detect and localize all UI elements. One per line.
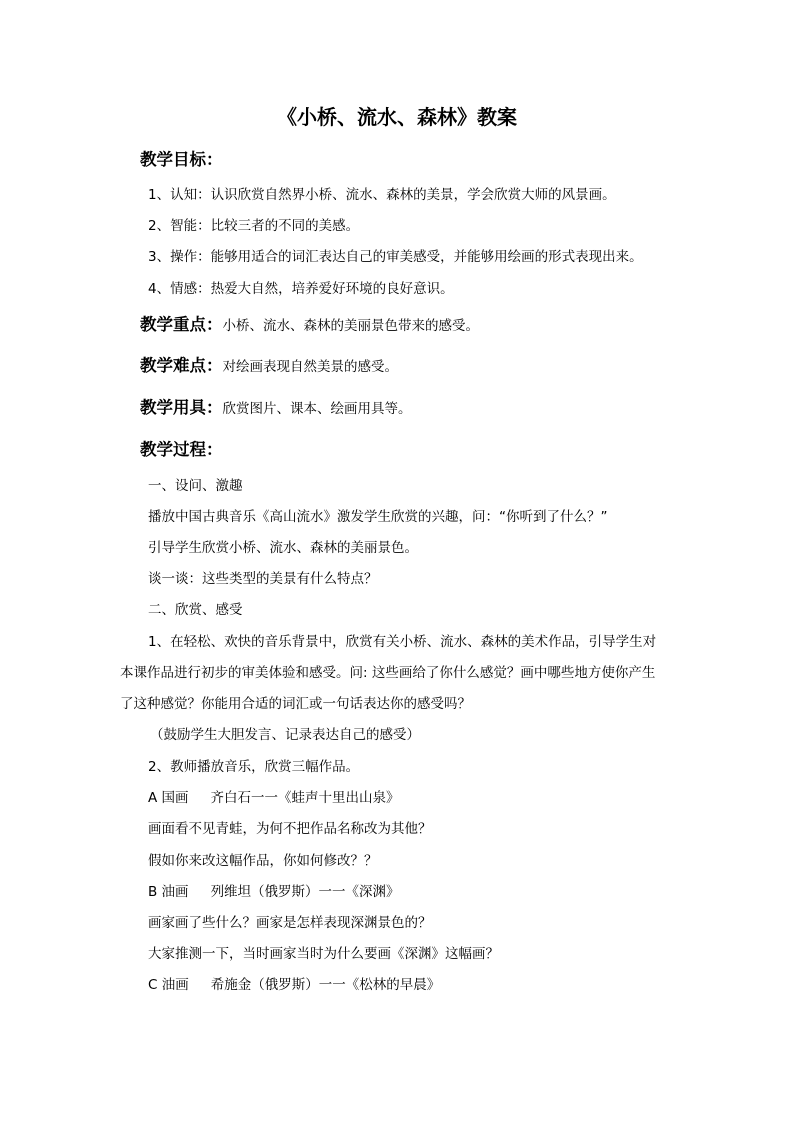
section1-line: 引导学生欣赏小桥、流水、森林的美丽景色。	[148, 540, 418, 556]
section2-para-line: 了这种感觉？你能用合适的词汇或一句话表达你的感受吗？	[120, 696, 471, 712]
section2-title: 二、欣赏、感受	[148, 602, 243, 618]
tools-label: 教学用具：	[140, 398, 223, 417]
work-a-question: 假如你来改这幅作品，你如何修改？？	[148, 853, 378, 869]
key-point-text: 小桥、流水、森林的美丽景色带来的感受。	[222, 318, 479, 334]
tools-text: 欣赏图片、课本、绘画用具等。	[222, 401, 412, 417]
work-a-row	[148, 788, 400, 808]
work-b-type: B 油画	[148, 884, 189, 900]
work-a-artist: 齐白石一一《蛙声十里出山泉》	[210, 790, 400, 806]
section1-line: 播放中国古典音乐《高山流水》激发学生欣赏的兴趣，问：“你听到了什么？”	[148, 509, 608, 525]
work-b-question: 画家画了些什么？画家是怎样表现深渊景色的？	[148, 915, 432, 931]
section2-para-line: 1、在轻松、欢快的音乐背景中，欣赏有关小桥、流水、森林的美术作品，引导学生对	[148, 634, 657, 650]
work-c-row	[148, 975, 440, 995]
objectives-heading: 教学目标：	[140, 150, 223, 169]
section1-line: 谈一谈：这些类型的美景有什么特点？	[148, 571, 378, 587]
work-b-row	[148, 882, 400, 902]
difficulty-text: 对绘画表现自然美景的感受。	[222, 359, 398, 375]
objective-item: 3、操作：能够用适合的词汇表达自己的审美感受，并能够用绘画的形式表现出来。	[148, 249, 643, 265]
work-c-artist: 希施金（俄罗斯）一一《松林的早晨》	[210, 977, 441, 993]
work-b-artist: 列维坦（俄罗斯）一一《深渊》	[210, 884, 400, 900]
document-title: 《小桥、流水、森林》教案	[277, 105, 517, 129]
key-point-label: 教学重点：	[140, 315, 223, 334]
work-a-question: 画面看不见青蛙，为何不把作品名称改为其他？	[148, 821, 432, 837]
difficulty-label: 教学难点：	[140, 356, 223, 375]
objective-item: 1、认知：认识欣赏自然界小桥、流水、森林的美景，学会欣赏大师的风景画。	[148, 187, 616, 203]
difficulty-row	[140, 356, 398, 377]
work-a-type: A 国画	[148, 790, 189, 806]
objective-item: 2、智能：比较三者的不同的美感。	[148, 218, 360, 234]
section2-step2: 2、教师播放音乐，欣赏三幅作品。	[148, 759, 360, 775]
section2-para-line: 本课作品进行初步的审美体验和感受。问: 这些画给了你什么感觉？画中哪些地方使你产生	[120, 665, 656, 681]
section2-note: （鼓励学生大胆发言、记录表达自己的感受）	[150, 727, 420, 743]
objective-item: 4、情感：热爱大自然，培养爱好环境的良好意识。	[148, 281, 454, 297]
work-c-type: C 油画	[148, 977, 189, 993]
process-heading: 教学过程：	[140, 440, 223, 459]
tools-row	[140, 398, 412, 419]
work-b-question: 大家推测一下，当时画家当时为什么要画《深渊》这幅画？	[148, 946, 499, 962]
key-point-row	[140, 315, 479, 336]
section1-title: 一、设问、激趣	[148, 478, 243, 494]
